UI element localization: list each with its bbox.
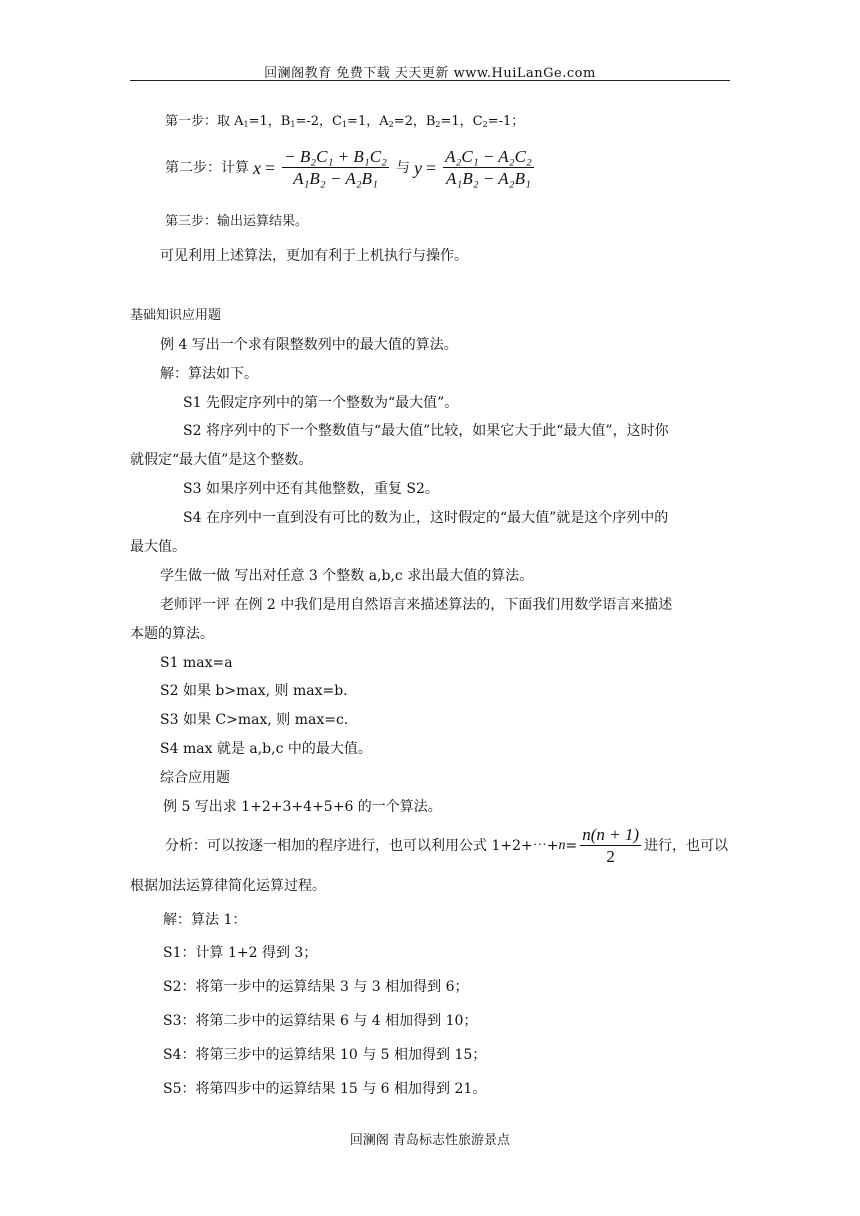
example4-step-s1: S1 先假定序列中的第一个整数为“最大值”。 <box>183 395 459 411</box>
example5-step-s3: S3：将第二步中的运算结果 6 与 4 相加得到 10； <box>163 1013 478 1029</box>
conclusion-paragraph: 可见利用上述算法，更加有利于上机执行与操作。 <box>160 248 468 264</box>
algo-step-s2: S2 如果 b>max, 则 max=b. <box>160 683 348 699</box>
y-denominator: A₁B₂ − A₂B₁ <box>446 169 531 188</box>
section-title-basic: 基础知识应用题 <box>130 308 222 323</box>
sum-formula-fraction <box>580 824 641 867</box>
example5-step-s4: S4：将第三步中的运算结果 10 与 5 相加得到 15； <box>163 1047 487 1063</box>
example4-step-s2-cont: 就假定“最大值”是这个整数。 <box>130 452 313 468</box>
algo-step-s4: S4 max 就是 a,b,c 中的最大值。 <box>160 741 372 757</box>
y-equals: = <box>425 157 437 178</box>
step2-connector: 与 <box>395 159 410 176</box>
analysis-text: 分析：可以按逐一相加的程序进行，也可以利用公式 1+2+⋯+ <box>165 837 559 854</box>
x-fraction <box>282 146 389 189</box>
y-variable: y <box>413 157 422 178</box>
example4-solution: 解：算法如下。 <box>160 366 258 382</box>
algo-step-s1: S1 max=a <box>160 655 233 671</box>
sum-formula-denominator: 2 <box>606 847 615 866</box>
teacher-comment: 老师评一评 在例 2 中我们是用自然语言来描述算法的，下面我们用数学语言来描述 <box>160 597 673 613</box>
page-footer: 回澜阁 青岛标志性旅游景点 <box>349 1133 511 1148</box>
y-fraction <box>443 146 534 189</box>
example5-step-s1: S1：计算 1+2 得到 3； <box>163 945 318 961</box>
x-numerator: − B₂C₁ + B₁C₂ <box>284 147 387 166</box>
example5-step-s5: S5：将第四步中的运算结果 15 与 6 相加得到 21。 <box>163 1081 487 1097</box>
algo-step-s3: S3 如果 C>max, 则 max=c. <box>160 712 349 728</box>
analysis-n: n <box>558 837 566 853</box>
example4-step-s2: S2 将序列中的下一个整数值与“最大值”比较，如果它大于此“最大值”，这时你 <box>183 423 669 439</box>
example5-step-s2: S2：将第一步中的运算结果 3 与 3 相加得到 6； <box>163 979 469 995</box>
step2-prefix: 第二步：计算 <box>165 159 249 176</box>
example5-analysis <box>165 824 728 867</box>
x-variable: x <box>253 157 261 178</box>
y-numerator: A₂C₁ − A₂C₂ <box>445 147 532 166</box>
student-exercise: 学生做一做 写出对任意 3 个整数 a,b,c 求出最大值的算法。 <box>160 568 534 584</box>
header-rule <box>130 80 730 81</box>
page-header: 回澜阁教育 免费下载 天天更新 www.HuiLanGe.com <box>264 66 596 81</box>
example5-title: 例 5 写出求 1+2+3+4+5+6 的一个算法。 <box>163 799 442 815</box>
example5-analysis-cont: 根据加法运算律简化运算过程。 <box>130 878 326 894</box>
x-equals: = <box>265 157 276 178</box>
example4-step-s3: S3 如果序列中还有其他整数，重复 S2。 <box>183 481 439 497</box>
sum-formula-numerator: n(n + 1) <box>582 825 639 844</box>
analysis-suffix: 进行，也可以 <box>644 837 728 854</box>
example4-step-s4-cont: 最大值。 <box>130 539 186 555</box>
example4-title: 例 4 写出一个求有限整数列中的最大值的算法。 <box>160 337 458 353</box>
analysis-equals: = <box>565 837 578 854</box>
teacher-comment-cont: 本题的算法。 <box>130 626 214 642</box>
step1-line: 第一步：取 $A_1=1$，$B_1=-2$，$C_1=1$，$A_2=2$，$B_2=1$，$C_2=-1$； <box>165 114 525 129</box>
step3-line: 第三步：输出运算结果。 <box>165 214 309 229</box>
x-denominator: A₁B₂ − A₂B₁ <box>293 169 378 188</box>
step2-line <box>165 146 537 189</box>
example5-solution: 解：算法 1： <box>163 912 247 928</box>
section-title-comprehensive: 综合应用题 <box>160 770 230 786</box>
example4-step-s4: S4 在序列中一直到没有可比的数为止，这时假定的“最大值”就是这个序列中的 <box>183 510 669 526</box>
